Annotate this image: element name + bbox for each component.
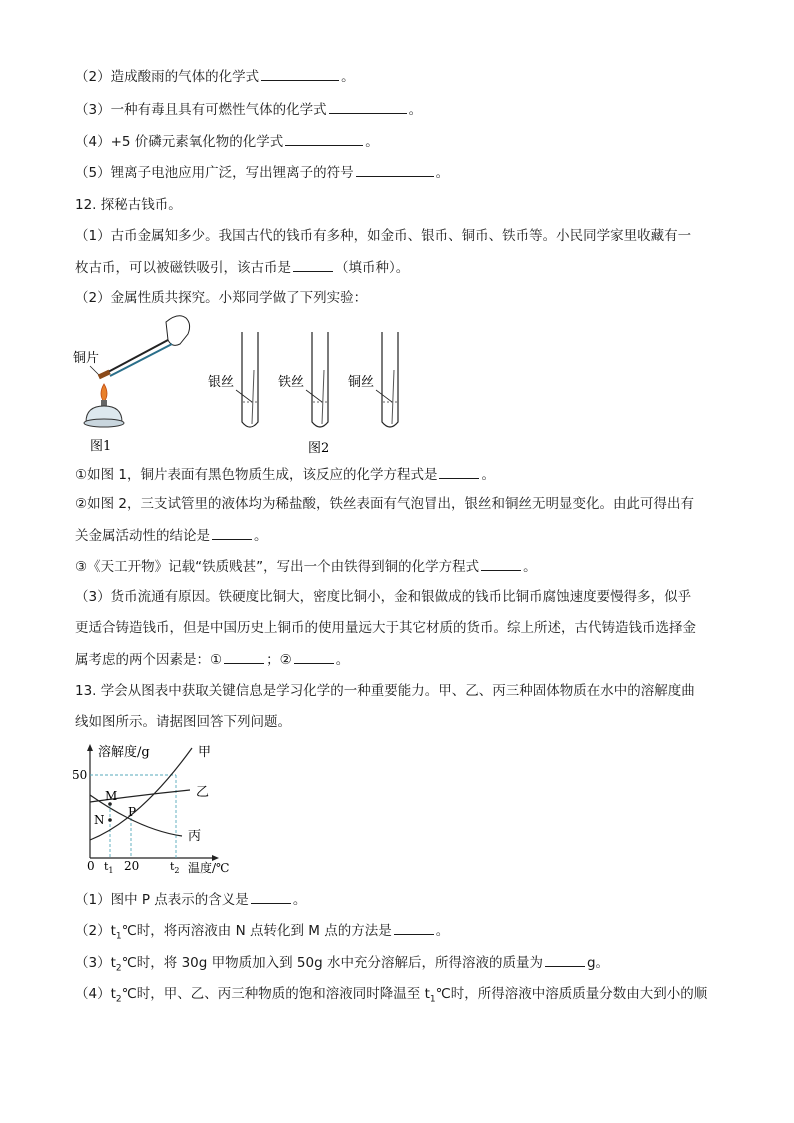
hand-icon [166,316,190,346]
answer-blank[interactable] [285,131,363,146]
y-tick-50: 50 [72,768,88,782]
q12-part2: （2）金属性质共探究。小郑同学做了下列实验： [75,290,368,306]
flame-icon [101,384,107,402]
figure2-caption: 图2 [308,441,330,456]
answer-blank[interactable] [481,556,521,571]
copper-wire-label: 铜丝 [348,375,375,390]
series-label-jia: 甲 [198,745,212,760]
q13-part2: $(2)t_1℃$时，将丙溶液由 N 点转化到 M 点的方法是 。 [75,920,449,947]
answer-blank[interactable] [293,257,333,272]
q12-title: 12. 探秘古钱币。 [75,197,182,213]
solubility-chart [70,740,260,880]
answer-blank[interactable] [261,66,339,81]
test-tube-copper [348,332,398,427]
q13-title-line2: 线如图所示。请据图回答下列问题。 [75,714,291,730]
q11-part4: （4）+5 价磷元素氧化物的化学式 。 [75,131,379,152]
test-tube-iron [278,332,328,427]
figure1-heating-copper [68,310,198,458]
iron-wire-label: 铁丝 [278,375,305,390]
answer-blank[interactable] [394,920,434,935]
q12-part1-line2: 枚古币，可以被磁铁吸引，该古币是 （填币种）。 [75,257,409,278]
point-m-label: M [105,789,118,803]
answer-blank[interactable] [294,649,334,664]
figure2-test-tubes [200,330,420,458]
point-n [108,818,112,822]
answer-blank[interactable] [224,649,264,664]
test-tube-silver [208,332,258,427]
point-n-label: N [94,813,105,827]
answer-blank[interactable] [439,464,479,479]
q11-part5: （5）锂离子电池应用广泛，写出锂离子的符号 。 [75,162,449,183]
x-tick-0: 0 [87,859,95,873]
q12-sub2-line2: 关金属活动性的结论是 。 [75,525,268,546]
answer-blank[interactable] [545,952,585,967]
series-label-bing: 丙 [188,829,202,844]
answer-blank[interactable] [356,162,434,177]
q13-part1: （1）图中 P 点表示的含义是 。 [75,889,306,910]
x-tick-20: 20 [124,859,140,873]
q12-part1-line1: （1）古币金属知多少。我国古代的钱币有多种，如金币、银币、铜币、铁币等。小民同学家里收藏有一 [75,228,692,244]
x-tick-t2: $t_2$ [170,860,180,875]
x-axis-label: 温度/℃ [188,861,230,875]
answer-blank[interactable] [251,889,291,904]
copper-sheet [98,370,111,380]
q12-sub1: ①如图 1，铜片表面有黑色物质生成，该反应的化学方程式是 。 [75,464,495,485]
answer-blank[interactable] [329,99,407,114]
answer-blank[interactable] [212,525,252,540]
q12-part3-line3: 属考虑的两个因素是：① ；② 。 [75,649,349,670]
q13-title-line1: 13. 学会从图表中获取关键信息是学习化学的一种重要能力。甲、乙、丙三种固体物质在水中的溶解度曲 [75,683,695,699]
copper-sheet-label: 铜片 [73,351,100,366]
q12-part3-line1: （3）货币流通有原因。铁硬度比铜大，密度比铜小，金和银做成的钱币比铜币腐蚀速度要慢得多，似乎 [75,589,692,605]
x-tick-t1: $t_1$ [104,860,114,875]
q11-part3: （3）一种有毒且具有可燃性气体的化学式 。 [75,99,422,120]
q12-part3-line2: 更适合铸造钱币，但是中国历史上铜币的使用量远大于其它材质的货币。综上所述，古代铸造钱币选择金 [75,620,696,636]
q12-sub3: ③《天工开物》记载“铁质贱甚”，写出一个由铁得到铜的化学方程式 。 [75,556,537,577]
q12-sub2-line1: ②如图 2，三支试管里的液体均为稀盐酸，铁丝表面有气泡冒出，银丝和铜丝无明显变化。由此可得出有 [75,496,694,512]
q13-part4: $(4)t_2℃$时，甲、乙、丙三种物质的饱和溶液同时降温至 $t_1℃$时，所得溶液中溶质质量分数由大到小的顺 [75,986,708,1005]
figure1-caption: 图1 [90,439,112,454]
y-axis-label: 溶解度/g [98,745,150,760]
point-p-label: P [128,805,137,819]
q13-part3: $(3)t_2℃$时，将 30g 甲物质加入到 50g 水中充分溶解后，所得溶液的质量为 g。 [75,952,609,979]
series-label-yi: 乙 [196,785,210,800]
q11-part2: （2）造成酸雨的气体的化学式 。 [75,66,355,87]
silver-wire-label: 银丝 [208,375,235,390]
